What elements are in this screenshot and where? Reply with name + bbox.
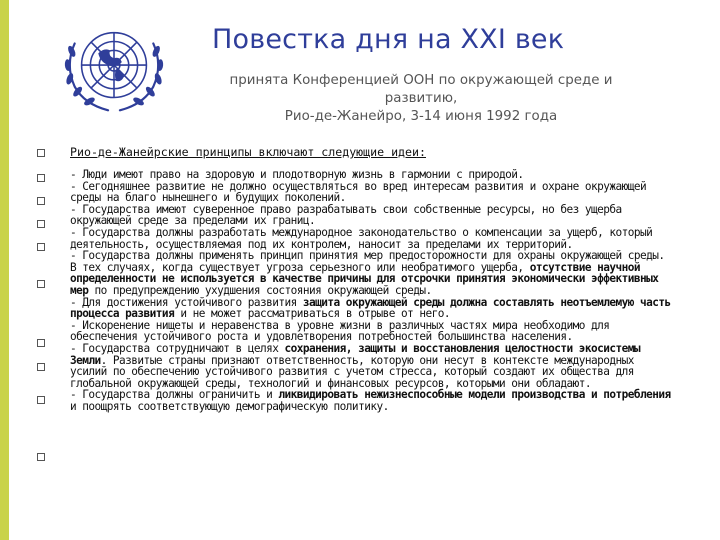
bullet-icon bbox=[37, 197, 45, 205]
item-text: - Государства сотрудничают в целях bbox=[70, 341, 285, 355]
emphasis-text: ликвидировать нежизнеспособные модели производства и потребления bbox=[278, 388, 671, 402]
accent-bar bbox=[0, 0, 9, 540]
bullet-icon bbox=[37, 396, 45, 404]
un-emblem-icon bbox=[55, 14, 173, 126]
emphasis-text: сохранения, защиты и восстановления целостности экосистемы Земли bbox=[70, 341, 640, 367]
list-item bbox=[70, 320, 675, 343]
principles-list bbox=[70, 169, 675, 412]
item-text: - Для достижения устойчивого развития bbox=[70, 295, 303, 309]
list-item bbox=[70, 389, 675, 412]
item-text: - Искоренение нищеты и неравенства в уровне жизни в различных частях мира необходимо для обеспечения устойчивого роста и удовлетворения потребностей большинства населения. bbox=[70, 318, 610, 344]
subtitle-line-1: принята Конференцией ООН по окружающей среде и развитию, bbox=[229, 73, 613, 106]
bullet-icon bbox=[37, 363, 45, 371]
subtitle-line-2: Рио-де-Жанейро, 3-14 июня 1992 года bbox=[284, 109, 558, 124]
item-text: - Государства должны ограничить и bbox=[70, 388, 279, 402]
list-item bbox=[70, 181, 675, 204]
list-item bbox=[70, 297, 675, 320]
page-subtitle bbox=[196, 72, 646, 126]
emphasis-text: защита окружающей среды должна составлять неотъемлемую часть процесса развития bbox=[70, 295, 671, 321]
bullet-icon bbox=[37, 220, 45, 228]
list-item bbox=[70, 250, 675, 296]
list-item bbox=[70, 227, 675, 250]
item-text: и не может рассматриваться в отрыве от него. bbox=[174, 307, 451, 321]
bullet-icon bbox=[37, 149, 45, 157]
item-text: по предупреждению ухудшения состояния окружающей среды. bbox=[88, 283, 432, 297]
item-text: и поощрять соответствующую демографическую политику. bbox=[70, 399, 389, 413]
bullet-icon bbox=[37, 339, 45, 347]
page-title: Повестка дня на XXI век bbox=[212, 24, 565, 55]
list-item bbox=[70, 343, 675, 389]
bullet-icon bbox=[37, 280, 45, 288]
intro-text: Рио-де-Жанейрские принципы включают следующие идеи: bbox=[70, 145, 426, 159]
bullet-icon bbox=[37, 174, 45, 182]
item-text: - Люди имеют право на здоровую и плодотворную жизнь в гармонии с природой. bbox=[70, 168, 524, 181]
item-text: - Государства должны применять принцип принятия мер предосторожности для охраны окружающей среды. В тех случаях, когда существует угроза серьезного или необратимого ущерба, bbox=[70, 249, 665, 274]
item-text: - Государства имеют суверенное право разрабатывать свои собственные ресурсы, но без ущерба окружающей среде за пределами их границ. bbox=[70, 202, 622, 228]
item-text: - Государства должны разработать международное законодательство о компенсации за ущерб, который деятельность, осуществляемая под их контролем, наносит за пределами их территорий. bbox=[70, 225, 653, 251]
bullet-icon bbox=[37, 243, 45, 251]
item-text: - Сегодняшнее развитие не должно осуществляться во вред интересам развития и охране окружающей среды на благо нынешнего и будущих поколений. bbox=[70, 179, 647, 205]
emphasis-text: отсутствие научной определенности не используется в качестве причины для отсрочки принятия экономически эффективных мер bbox=[70, 260, 659, 297]
bullet-icon bbox=[37, 453, 45, 461]
item-text: . Развитые страны признают ответственность, которую они несут в контексте международных усилий по обеспечению устойчивого развития с учетом стресса, который создают их общества для глобальной окружающей среды, технологий и финансовых ресурсов, которыми они обладают. bbox=[70, 353, 634, 390]
list-item bbox=[70, 204, 675, 227]
